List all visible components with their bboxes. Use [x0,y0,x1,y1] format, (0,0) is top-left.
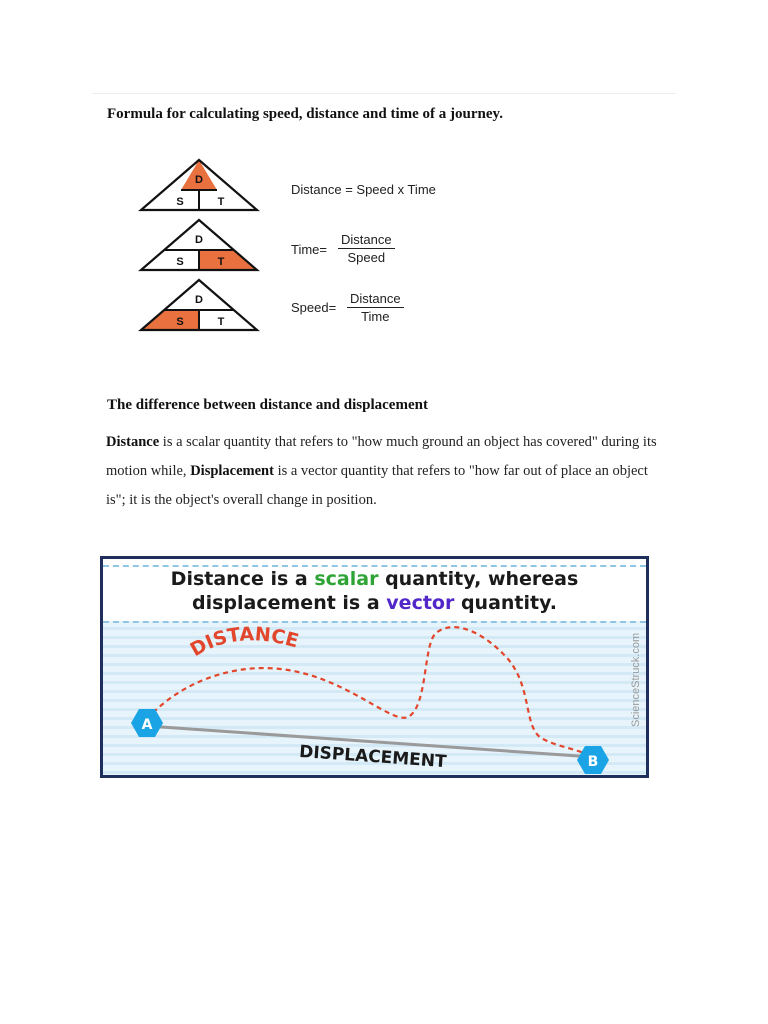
triangle-label-s: S [176,196,184,208]
triangle-label-t: T [217,256,225,268]
word-vector: vector [386,592,455,614]
formula-speed-denominator: Time [361,309,390,324]
formula-distance: Distance = Speed x Time [291,182,436,197]
formula-time-denominator: Speed [347,250,386,265]
term-distance: Distance [106,434,160,450]
definition-paragraph [106,428,666,515]
formula-speed-numerator: Distance [347,291,404,308]
formula-time-fraction [338,232,395,265]
top-divider [92,93,676,94]
triangle-label-d: D [195,294,203,306]
formula-time-lhs: Time= [291,242,327,257]
formula-speed-fraction [347,291,404,324]
point-a-label: A [141,717,153,733]
triangle-label-s: S [176,256,184,268]
illustration-title-line2: displacement is a vector quantity. [192,592,557,614]
triangle-label-t: T [217,196,225,208]
watermark: ScienceStruck.com [630,632,642,727]
section-heading-formulas: Formula for calculating speed, distance and time of a journey. [107,106,503,122]
definition-text-1: is a scalar quantity that refers to "how much ground an object has covered" during its motion while, [106,434,657,479]
point-b-label: B [587,754,599,770]
displacement-label: DISPLACEMENT [298,741,448,773]
triangle-speed-icon [136,278,262,348]
triangle-label-d: D [195,174,203,186]
definition-text-2: is a vector quantity that refers to "how far out of place an object is"; it is the object's overall change in position. [106,463,648,508]
distance-label: DISTANCE [186,623,301,662]
illustration-title-line1: Distance is a scalar quantity, whereas [170,568,579,590]
triangle-label-d: D [195,234,203,246]
triangle-label-s: S [176,316,184,328]
formula-time-numerator: Distance [338,232,395,249]
formula-speed-lhs: Speed= [291,300,337,315]
triangle-label-t: T [217,316,225,328]
distance-displacement-illustration [100,556,649,778]
section-heading-difference: The difference between distance and displacement [107,397,428,413]
word-scalar: scalar [314,568,379,590]
term-displacement: Displacement [190,463,274,479]
path-diagram [103,559,646,775]
